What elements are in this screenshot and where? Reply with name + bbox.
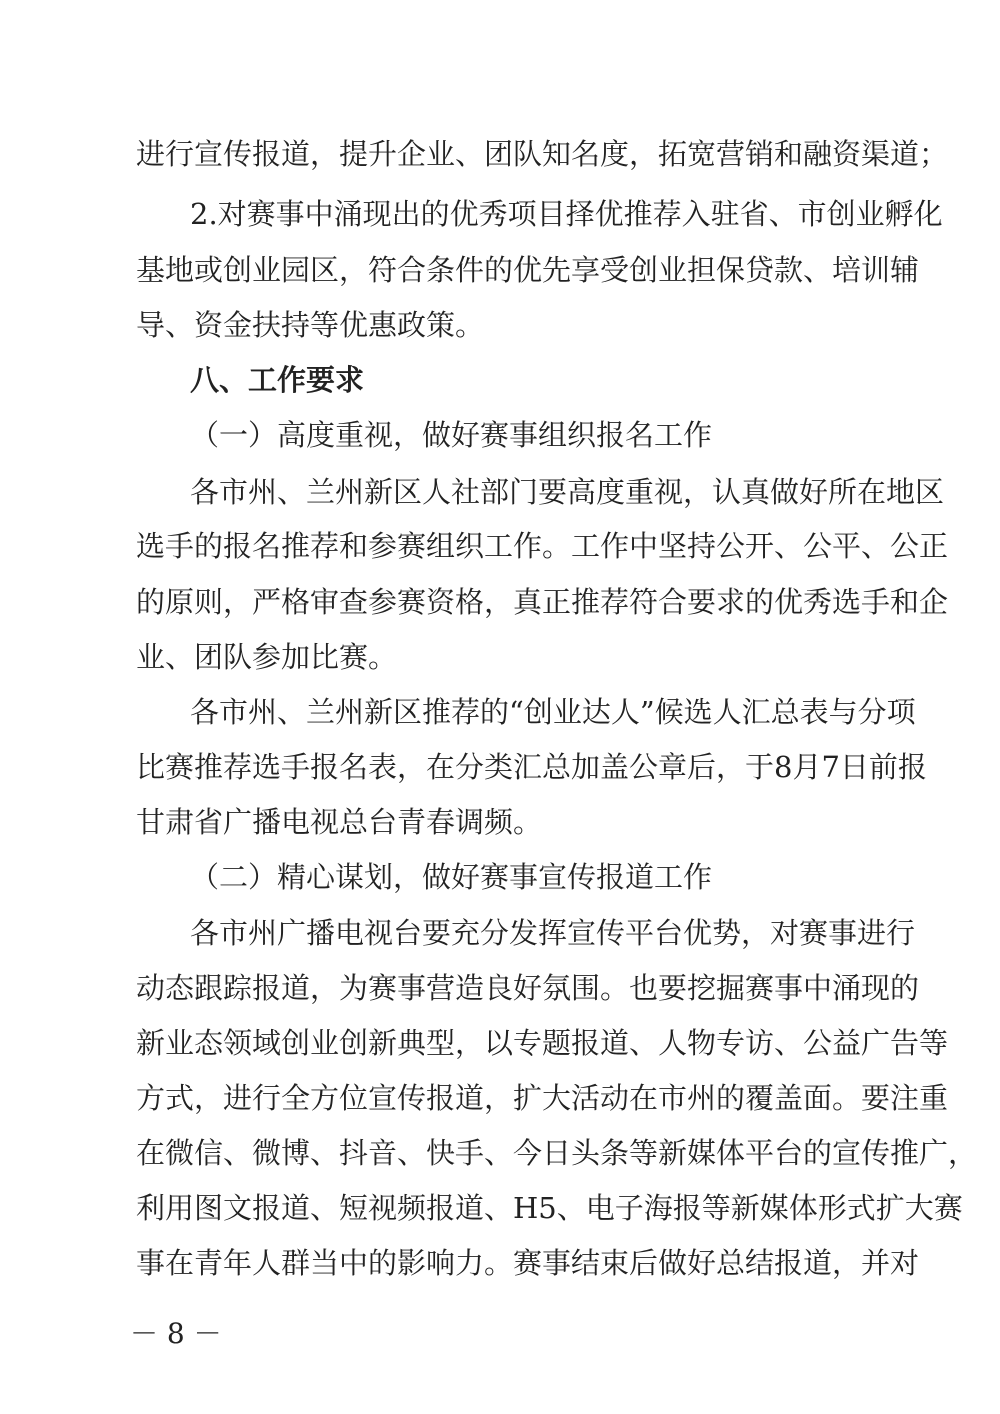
body-text-line: 在微信、微博、抖音、快手、今日头条等新媒体平台的宣传推广， [136,1136,978,1170]
body-text-line: 进行宣传报道，提升企业、团队知名度，拓宽营销和融资渠道； [136,137,949,171]
body-text-line: 事在青年人群当中的影响力。赛事结束后做好总结报道，并对 [136,1246,920,1280]
body-text-line: 比赛推荐选手报名表，在分类汇总加盖公章后，于8月7日前报 [136,750,927,784]
subsection-heading: （二）精心谋划，做好赛事宣传报道工作 [190,860,713,894]
body-text-line: 基地或创业园区，符合条件的优先享受创业担保贷款、培训辅 [136,253,920,287]
section-heading: 八、工作要求 [190,363,365,397]
body-text-line: 方式，进行全方位宣传报道，扩大活动在市州的覆盖面。要注重 [136,1081,949,1115]
body-text-line: 利用图文报道、短视频报道、H5、电子海报等新媒体形式扩大赛 [136,1191,963,1225]
body-text-line: 选手的报名推荐和参赛组织工作。工作中坚持公开、公平、公正 [136,529,949,563]
body-text-line: 甘肃省广播电视总台青春调频。 [136,805,543,839]
page-number: － 8 － [130,1317,222,1350]
body-text-line: 各市州、兰州新区推荐的“创业达人”候选人汇总表与分项 [190,695,916,729]
body-text-line: 各市州、兰州新区人社部门要高度重视，认真做好所在地区 [190,475,945,509]
body-text-line: 动态跟踪报道，为赛事营造良好氛围。也要挖掘赛事中涌现的 [136,971,920,1005]
subsection-heading: （一）高度重视，做好赛事组织报名工作 [190,418,713,452]
body-text-line: 新业态领域创业创新典型，以专题报道、人物专访、公益广告等 [136,1026,949,1060]
body-text-line: 2.对赛事中涌现出的优秀项目择优推荐入驻省、市创业孵化 [190,197,943,231]
body-text-line: 各市州广播电视台要充分发挥宣传平台优势，对赛事进行 [190,916,916,950]
body-text-line: 的原则，严格审查参赛资格，真正推荐符合要求的优秀选手和企 [136,585,949,619]
body-text-line: 导、资金扶持等优惠政策。 [136,308,485,342]
body-text-line: 业、团队参加比赛。 [136,640,398,674]
